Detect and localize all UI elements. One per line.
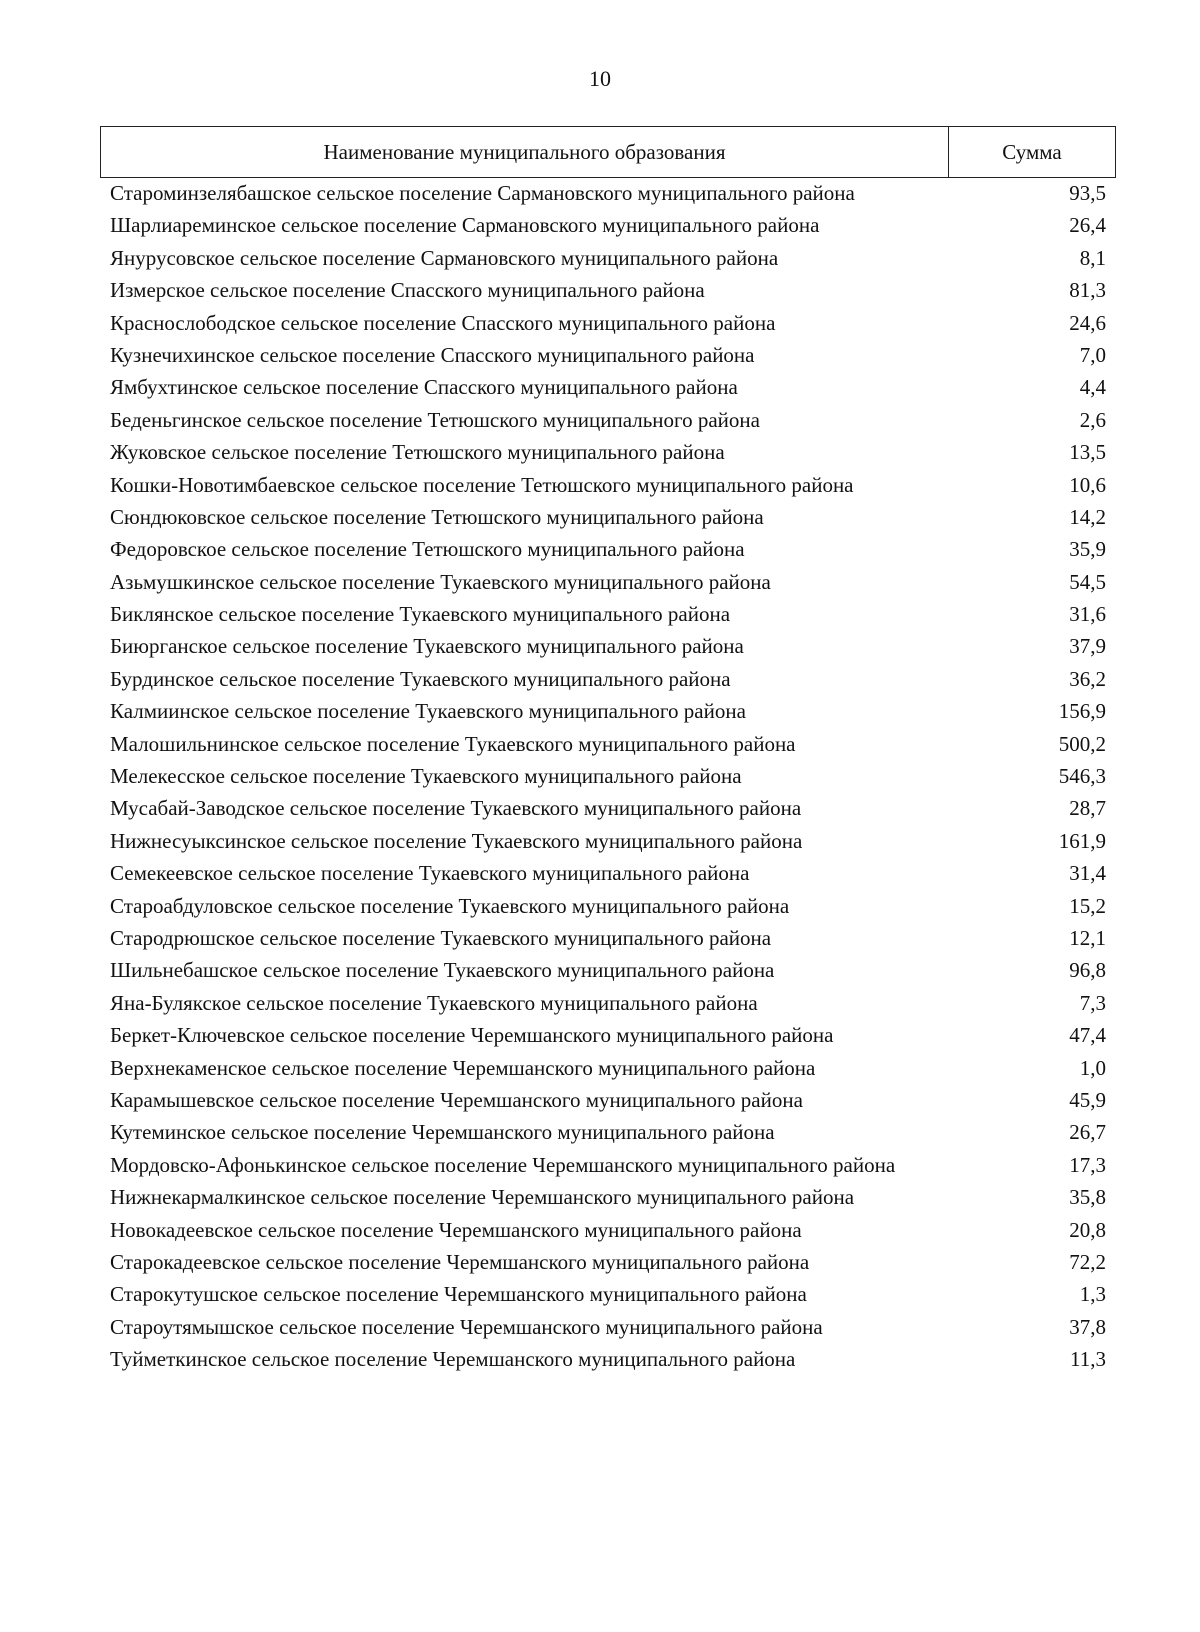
table-row	[110, 1087, 1106, 1113]
table-body	[110, 180, 1106, 1378]
row-sum: 54,5	[1069, 569, 1106, 594]
row-sum: 7,3	[1079, 990, 1106, 1015]
table-row	[110, 925, 1106, 951]
row-name: Федоровское сельское поселение Тетюшского муниципального района	[110, 537, 745, 562]
table-row	[110, 407, 1106, 433]
row-sum: 1,3	[1079, 1282, 1106, 1307]
row-sum: 37,9	[1069, 634, 1106, 659]
row-sum: 1,0	[1079, 1055, 1106, 1080]
row-name: Малошильнинское сельское поселение Тукаевского муниципального района	[110, 731, 796, 756]
row-sum: 161,9	[1058, 828, 1106, 853]
table-row	[110, 828, 1106, 854]
row-name: Бурдинское сельское поселение Тукаевского муниципального района	[110, 666, 731, 691]
row-sum: 28,7	[1069, 796, 1106, 821]
table-row	[110, 1281, 1106, 1307]
table-row	[110, 569, 1106, 595]
table-row	[110, 990, 1106, 1016]
table-row	[110, 277, 1106, 303]
row-name: Шильнебашское сельское поселение Тукаевского муниципального района	[110, 958, 775, 983]
table-row	[110, 439, 1106, 465]
table-row	[110, 957, 1106, 983]
row-name: Краснослободское сельское поселение Спасского муниципального района	[110, 310, 776, 335]
row-name: Калмиинское сельское поселение Тукаевского муниципального района	[110, 699, 746, 724]
table-row	[110, 893, 1106, 919]
row-name: Староутямышское сельское поселение Черемшанского муниципального района	[110, 1314, 823, 1339]
table-row	[110, 666, 1106, 692]
row-name: Мордовско-Афонькинское сельское поселение Черемшанского муниципального района	[110, 1152, 896, 1177]
row-sum: 72,2	[1069, 1249, 1106, 1274]
row-name: Верхнекаменское сельское поселение Черемшанского муниципального района	[110, 1055, 816, 1080]
row-sum: 14,2	[1069, 504, 1106, 529]
row-name: Биюрганское сельское поселение Тукаевского муниципального района	[110, 634, 744, 659]
row-sum: 2,6	[1079, 407, 1106, 432]
row-name: Шарлиареминское сельское поселение Сармановского муниципального района	[110, 213, 820, 238]
row-name: Новокадеевское сельское поселение Черемшанского муниципального района	[110, 1217, 802, 1242]
row-name: Нижнесуыксинское сельское поселение Тукаевского муниципального района	[110, 828, 803, 853]
table-row	[110, 504, 1106, 530]
table-row	[110, 212, 1106, 238]
table-row	[110, 1152, 1106, 1178]
row-sum: 81,3	[1069, 278, 1106, 303]
row-sum: 7,0	[1079, 342, 1106, 367]
table-row	[110, 472, 1106, 498]
row-name: Кузнечихинское сельское поселение Спасского муниципального района	[110, 342, 755, 367]
row-name: Жуковское сельское поселение Тетюшского муниципального района	[110, 440, 725, 465]
row-name: Семекеевское сельское поселение Тукаевского муниципального района	[110, 861, 750, 886]
row-sum: 26,7	[1069, 1120, 1106, 1145]
row-name: Староминзелябашское сельское поселение Сармановского муниципального района	[110, 181, 855, 205]
table-row	[110, 180, 1106, 206]
table-row	[110, 1249, 1106, 1275]
row-sum: 11,3	[1070, 1347, 1106, 1372]
row-sum: 17,3	[1069, 1152, 1106, 1177]
row-name: Туйметкинское сельское поселение Черемшанского муниципального района	[110, 1347, 796, 1372]
row-sum: 47,4	[1069, 1023, 1106, 1048]
row-sum: 4,4	[1079, 375, 1106, 400]
table-row	[110, 731, 1106, 757]
row-name: Яна-Булякское сельское поселение Тукаевского муниципального района	[110, 990, 758, 1015]
table-row	[110, 795, 1106, 821]
row-name: Нижнекармалкинское сельское поселение Черемшанского муниципального района	[110, 1185, 855, 1210]
table-row	[110, 1184, 1106, 1210]
table-row	[110, 245, 1106, 271]
row-name: Старокутушское сельское поселение Черемшанского муниципального района	[110, 1282, 807, 1307]
row-name: Ямбухтинское сельское поселение Спасского муниципального района	[110, 375, 738, 400]
row-sum: 31,4	[1069, 861, 1106, 886]
row-name: Мусабай-Заводское сельское поселение Тукаевского муниципального района	[110, 796, 802, 821]
table-row	[110, 342, 1106, 368]
table-row	[110, 763, 1106, 789]
row-name: Биклянское сельское поселение Тукаевского муниципального района	[110, 602, 731, 627]
row-sum: 26,4	[1069, 213, 1106, 238]
table-row	[110, 374, 1106, 400]
row-sum: 37,8	[1069, 1314, 1106, 1339]
row-name: Сюндюковское сельское поселение Тетюшского муниципального района	[110, 504, 764, 529]
table-row	[110, 1314, 1106, 1340]
row-sum: 96,8	[1069, 958, 1106, 983]
table-row	[110, 633, 1106, 659]
table-row	[110, 310, 1106, 336]
row-name: Мелекесское сельское поселение Тукаевского муниципального района	[110, 764, 742, 789]
table-row	[110, 536, 1106, 562]
row-sum: 93,5	[1069, 181, 1106, 205]
row-sum: 13,5	[1069, 440, 1106, 465]
row-name: Карамышевское сельское поселение Черемшанского муниципального района	[110, 1087, 803, 1112]
row-name: Азьмушкинское сельское поселение Тукаевского муниципального района	[110, 569, 771, 594]
row-sum: 12,1	[1069, 925, 1106, 950]
row-name: Кошки-Новотимбаевское сельское поселение Тетюшского муниципального района	[110, 472, 854, 497]
row-sum: 24,6	[1069, 310, 1106, 335]
row-sum: 8,1	[1079, 245, 1106, 270]
row-sum: 20,8	[1069, 1217, 1106, 1242]
header-sum-column: Сумма	[1002, 139, 1062, 164]
table-row	[110, 860, 1106, 886]
row-name: Беденьгинское сельское поселение Тетюшского муниципального района	[110, 407, 760, 432]
row-name: Янурусовское сельское поселение Сармановского муниципального района	[110, 245, 779, 270]
table-row	[110, 1346, 1106, 1372]
row-sum: 546,3	[1058, 764, 1106, 789]
table-row	[110, 698, 1106, 724]
table-row	[110, 1055, 1106, 1081]
row-name: Беркет-Ключевское сельское поселение Черемшанского муниципального района	[110, 1023, 834, 1048]
row-name: Староабдуловское сельское поселение Тукаевского муниципального района	[110, 893, 790, 918]
row-sum: 35,9	[1069, 537, 1106, 562]
row-sum: 500,2	[1058, 731, 1106, 756]
table-row	[110, 1119, 1106, 1145]
row-name: Измерское сельское поселение Спасского муниципального района	[110, 278, 705, 303]
row-sum: 15,2	[1069, 893, 1106, 918]
row-sum: 10,6	[1069, 472, 1106, 497]
page-number: 10	[589, 66, 611, 91]
table-row	[110, 1022, 1106, 1048]
row-name: Старокадеевское сельское поселение Черемшанского муниципального района	[110, 1249, 810, 1274]
row-sum: 156,9	[1058, 699, 1106, 724]
header-name-column: Наименование муниципального образования	[101, 127, 949, 177]
row-name: Стародрюшское сельское поселение Тукаевского муниципального района	[110, 925, 772, 950]
table-row	[110, 601, 1106, 627]
row-sum: 31,6	[1069, 602, 1106, 627]
row-sum: 36,2	[1069, 666, 1106, 691]
row-sum: 45,9	[1069, 1087, 1106, 1112]
table-header	[100, 126, 1116, 178]
row-name: Кутеминское сельское поселение Черемшанского муниципального района	[110, 1120, 775, 1145]
row-sum: 35,8	[1069, 1185, 1106, 1210]
table-row	[110, 1217, 1106, 1243]
